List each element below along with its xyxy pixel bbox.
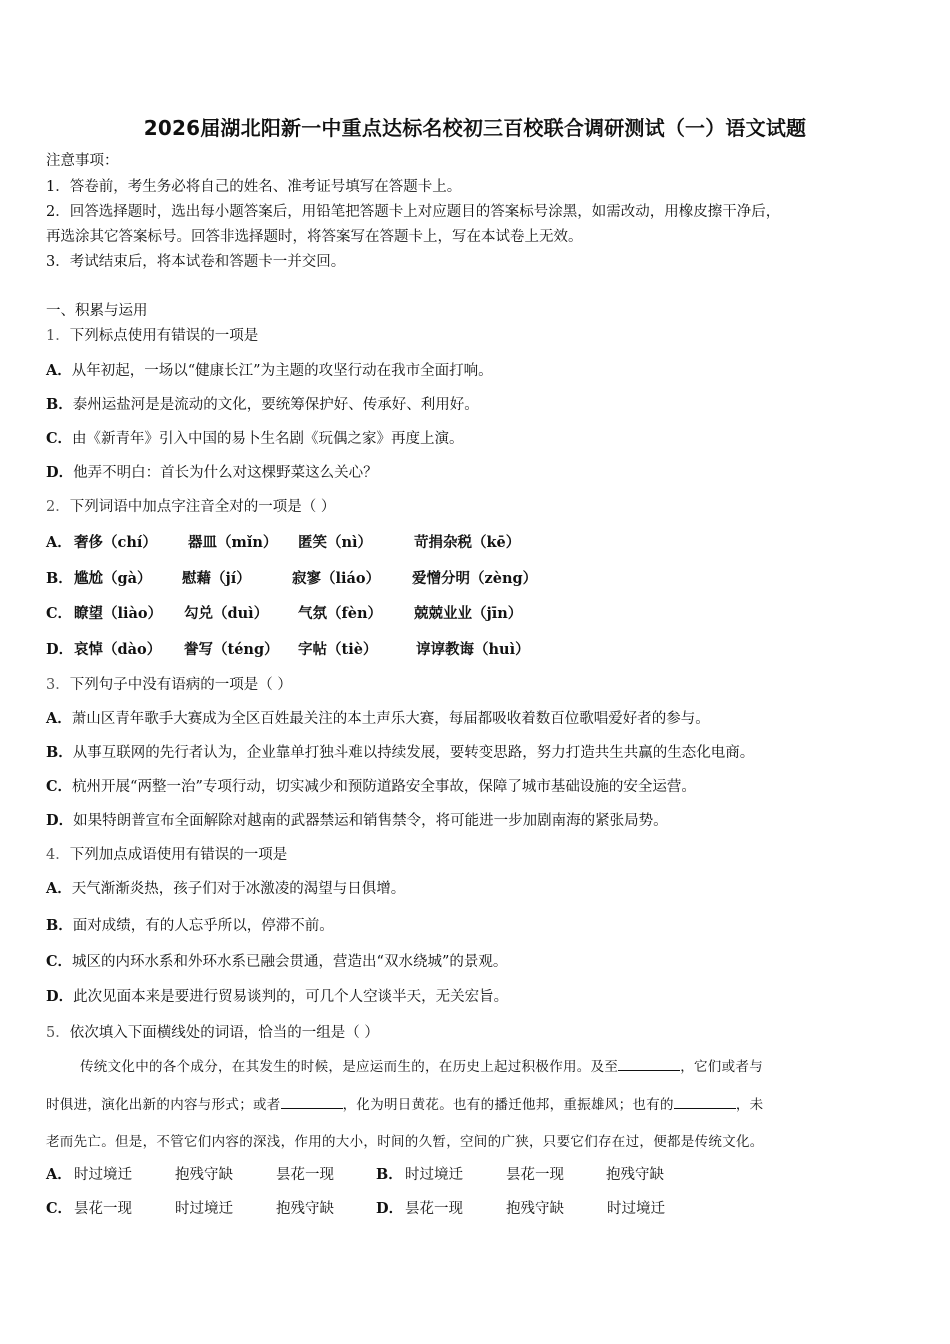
option-item: 抱残守缺 (606, 1167, 664, 1183)
notice-line-3: 再选涂其它答案标号。回答非选择题时，将答案写在答题卡上，写在本试卷上无效。 (46, 229, 583, 245)
q1-option-c (46, 430, 464, 448)
question-number: 4． (46, 847, 70, 863)
option-item: 时过境迁 (74, 1167, 132, 1183)
passage-text: ，化为明日黄花。也有的播迁他邦，重振雄风；也有的 (342, 1097, 674, 1113)
question-number: 2． (46, 499, 70, 515)
option-item: 时过境迁 (607, 1201, 665, 1217)
option-label: D． (46, 988, 74, 1005)
option-item: 抱残守缺 (506, 1201, 564, 1217)
option-text: 由《新青年》引入中国的易卜生名剧《玩偶之家》再度上演。 (72, 431, 464, 447)
fill-blank-3 (674, 1096, 736, 1109)
notice-line-2: 2．回答选择题时，选出每小题答案后，用铅笔把答题卡上对应题目的答案标号涂黑，如需改动，用橡皮擦干净后， (46, 204, 781, 220)
option-label: C． (46, 1200, 73, 1217)
option-text: 杭州开展“两整一治”专项行动，切实减少和预防道路安全事故，保障了城市基础设施的安全运营。 (72, 779, 696, 795)
option-label: A． (46, 362, 72, 379)
question-3-stem (46, 676, 292, 694)
option-item: 时过境迁 (175, 1201, 233, 1217)
option-item: 器皿（mǐn） (188, 534, 278, 551)
question-4-stem (46, 846, 287, 864)
option-text: 此次见面本来是要进行贸易谈判的，可几个人空谈半天，无关宏旨。 (73, 989, 509, 1005)
option-item: 誊写（téng） (184, 641, 279, 658)
q3-option-d (46, 812, 668, 830)
option-text: 如果特朗普宣布全面解除对越南的武器禁运和销售禁令，将可能进一步加剧南海的紧张局势。 (73, 813, 668, 829)
option-item: 兢兢业业（jīn） (414, 605, 523, 622)
question-number: 3． (46, 677, 70, 693)
q4-option-d (46, 988, 508, 1006)
notice-heading: 注意事项： (46, 153, 119, 169)
question-2-stem (46, 498, 335, 516)
q4-option-c (46, 953, 507, 971)
q1-option-a (46, 362, 493, 380)
option-text: 天气渐渐炎热，孩子们对于冰激凌的渴望与日俱增。 (71, 881, 406, 897)
option-item: 昙花一现 (405, 1201, 463, 1217)
fill-blank-1 (618, 1058, 680, 1071)
question-number: 5． (46, 1025, 70, 1041)
option-item: 尴尬（gà） (74, 570, 152, 587)
option-item: 谆谆教诲（huì） (416, 641, 530, 658)
option-label: C． (46, 778, 73, 795)
option-item: 慰藉（jí） (182, 570, 251, 587)
option-item: 奢侈（chí） (74, 534, 157, 551)
question-text: 下列词语中加点字注音全对的一项是（ ） (69, 499, 336, 515)
question-text: 依次填入下面横线处的词语，恰当的一组是（ ） (69, 1025, 379, 1041)
question-1-stem (46, 327, 258, 345)
passage-text: ，它们或者与 (680, 1059, 764, 1075)
option-label: B． (46, 396, 73, 413)
option-item: 时过境迁 (405, 1167, 463, 1183)
q3-option-c (46, 778, 696, 796)
passage-line-2 (46, 1096, 763, 1114)
option-item: 勾兑（duì） (184, 605, 269, 622)
q4-option-a (46, 880, 405, 898)
fill-blank-2 (281, 1096, 343, 1109)
option-label: D． (46, 464, 74, 481)
option-label: D． (46, 641, 74, 658)
option-text: 城区的内环水系和外环水系已融会贯通，营造出“双水绕城”的景观。 (72, 954, 508, 970)
passage-text: 传统文化中的各个成分，在其发生的时候，是应运而生的，在历史上起过积极作用。及至 (80, 1059, 619, 1075)
q1-option-d (46, 464, 378, 482)
option-label: B． (46, 570, 73, 587)
notice-line-1: 1．答卷前，考生务必将自己的姓名、准考证号填写在答题卡上。 (46, 179, 462, 195)
option-label: B． (46, 744, 73, 761)
option-label: B． (376, 1166, 403, 1183)
option-label: C． (46, 953, 73, 970)
option-item: 哀悼（dào） (74, 641, 162, 658)
option-label: A． (46, 534, 72, 551)
option-item: 字帖（tiè） (298, 641, 378, 658)
question-text: 下列标点使用有错误的一项是 (69, 328, 259, 344)
option-label: B． (46, 917, 73, 934)
option-label: D． (376, 1200, 404, 1217)
option-label: C． (46, 605, 73, 622)
option-item: 匿笑（nì） (298, 534, 373, 551)
notice-line-4: 3．考试结束后，将本试卷和答题卡一并交回。 (46, 254, 346, 270)
option-text: 他弄不明白：首长为什么对这棵野菜这么关心？ (73, 465, 378, 481)
question-number: 1． (46, 328, 70, 344)
option-label: C． (46, 430, 73, 447)
question-text: 下列句子中没有语病的一项是（ ） (69, 677, 292, 693)
question-text: 下列加点成语使用有错误的一项是 (69, 847, 288, 863)
q1-option-b (46, 396, 479, 414)
option-item: 昙花一现 (276, 1167, 334, 1183)
option-text: 从年初起，一场以“健康长江”为主题的攻坚行动在我市全面打响。 (71, 363, 493, 379)
q4-option-b (46, 917, 334, 935)
option-item: 抱残守缺 (276, 1201, 334, 1217)
option-item: 爱憎分明（zèng） (412, 570, 538, 587)
option-item: 苛捐杂税（kē） (414, 534, 521, 551)
question-5-stem (46, 1024, 379, 1042)
option-label: D． (46, 812, 74, 829)
option-item: 抱残守缺 (175, 1167, 233, 1183)
option-label: A． (46, 880, 72, 897)
option-item: 昙花一现 (506, 1167, 564, 1183)
passage-line-3: 老而先亡。但是，不管它们内容的深浅，作用的大小，时间的久暂，空间的广狭，只要它们存在过，便都是传统文化。 (46, 1134, 764, 1150)
option-label: A． (46, 710, 72, 727)
section-heading: 一、积累与运用 (46, 303, 148, 319)
option-text: 从事互联网的先行者认为，企业靠单打独斗难以持续发展，要转变思路，努力打造共生共赢的生态化电商。 (72, 745, 755, 761)
passage-text: ，未 (735, 1097, 764, 1113)
passage-text: 时俱进，演化出新的内容与形式；或者 (46, 1097, 281, 1113)
option-text: 萧山区青年歌手大赛成为全区百姓最关注的本土声乐大赛，每届都吸收着数百位歌唱爱好者的参与。 (71, 711, 710, 727)
option-item: 瞭望（liào） (74, 605, 163, 622)
option-text: 面对成绩，有的人忘乎所以，停滞不前。 (72, 918, 334, 934)
option-item: 气氛（fèn） (298, 605, 383, 622)
option-item: 昙花一现 (74, 1201, 132, 1217)
q3-option-a (46, 710, 710, 728)
option-label: A． (46, 1166, 72, 1183)
q3-option-b (46, 744, 754, 762)
option-text: 泰州运盐河是是流动的文化，要统筹保护好、传承好、利用好。 (72, 397, 479, 413)
passage-line-1 (80, 1058, 763, 1076)
option-item: 寂寥（liáo） (292, 570, 381, 587)
page-title: 2026届湖北阳新一中重点达标名校初三百校联合调研测试（一）语文试题 (143, 116, 807, 140)
